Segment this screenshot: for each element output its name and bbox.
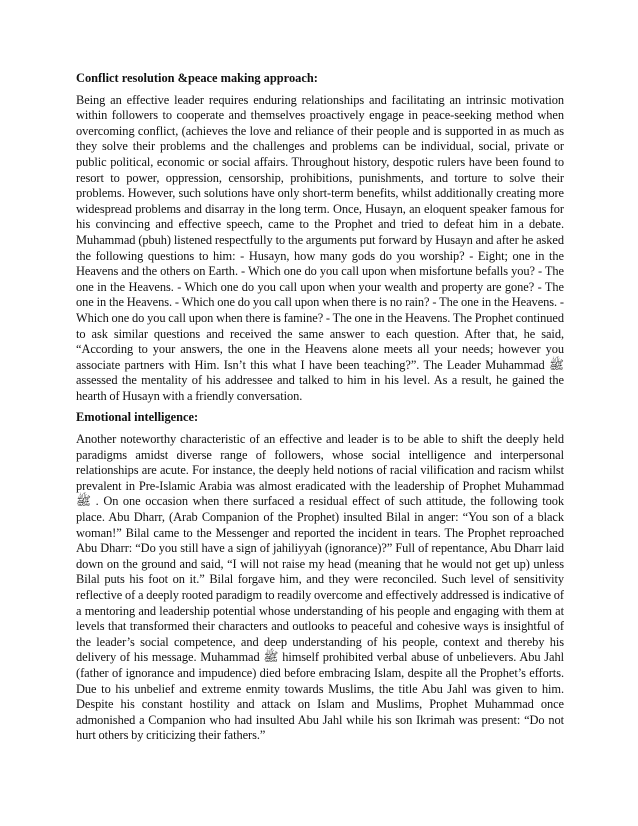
paragraph-emotional-intelligence: Another noteworthy characteristic of an effective and leader is to be able to shift the deeply held paradigms amidst diverse range of followers, whose social intelligence and interpersonal relationships are acute. For instance, the deeply held notions of racial vilification and racism whilst prevalent in Pre-Islamic Arabia was almost eradicated with the leadership of Prophet Muhammad ﷺ . On one occasion when there surfaced a residual effect of such attitude, the following took place. Abu Dharr, (Arab Companion of the Prophet) insulted Bilal in anger: “You son of a black woman!” Bilal came to the Messenger and reported the incident in tears. The Prophet reproached Abu Dharr: “Do you still have a sign of jahiliyyah (ignorance)?” Full of repentance, Abu Dharr laid down on the ground and said, “I will not raise my head (meaning that he would not get up) unless Bilal puts his foot on it.” Bilal forgave him, and they were reconciled. Such level of sensitivity reflective of a deeply rooted paradigm to readily overcome and effectively addressed is indicative of a mentoring and leadership potential whose understanding of his people and engaging with them at levels that transformed their characters and outlooks to peaceful and cohesive ways is insightful of the leader’s social competence, and deep understanding of his people, context and thereby his delivery of his message. Muhammad ﷺ himself prohibited verbal abuse of unbelievers. Abu Jahl (father of ignorance and impudence) died before embracing Islam, despite all the Prophet’s efforts. Due to his unbelief and extreme enmity towards Muslims, the title Abu Jahl was given to him. Despite his constant hostility and attack on Islam and Muslims, Prophet Muhammad once admonished a Companion who had insulted Abu Jahl while his son Ikrimah was present: “Do not hurt others by criticizing their fathers.” [76,432,565,743]
section-heading-conflict-resolution: Conflict resolution &peace making approach: [76,71,318,85]
document-page [76,71,564,744]
section-heading-emotional-intelligence: Emotional intelligence: [76,410,199,425]
paragraph-conflict-resolution: Being an effective leader requires enduring relationships and facilitating an intrinsic motivation within followers to cooperate and themselves proactively engage in peace-seeking method when overcoming conflict, (achieves the love and reliance of their people and is supported in as much as they solve their problems and the challenges and problems can be individual, social, private or public political, economic or social affairs. Throughout history, despotic rulers have been found to resort to power, oppression, censorship, prohibitions, punishments, and torture to solve their problems. However, such solutions have only short-term benefits, whilst additionally creating more widespread problems and disarray in the long term. Once, Husayn, an eloquent speaker famous for his convincing and effective speech, came to the Prophet and tried to defeat him in a debate. Muhammad (pbuh) listened respectfully to the arguments put forward by Husayn and after he asked the following questions to him: - Husayn, how many gods do you worship? - Eight; one in the Heavens and the others on Earth. - Which one do you call upon when misfortune befalls you? - The one in the Heavens. - Which one do you call upon when your wealth and property are gone? - The one in the Heavens. - Which one do you call upon when there is no rain? - The one in the Heavens. - Which one do you call upon when there is famine? - The one in the Heavens. The Prophet continued to ask similar questions and received the same answer to each question. After that, he said, “According to your answers, the one in the Heavens alone meets all your needs; however you associate partners with Him. Isn’t this what I have been teaching?”. The Leader Muhammad ﷺ assessed the mentality of his addressee and talked to him in his level. As a result, he gained the hearth of Husayn with a friendly conversation. [76,92,564,403]
